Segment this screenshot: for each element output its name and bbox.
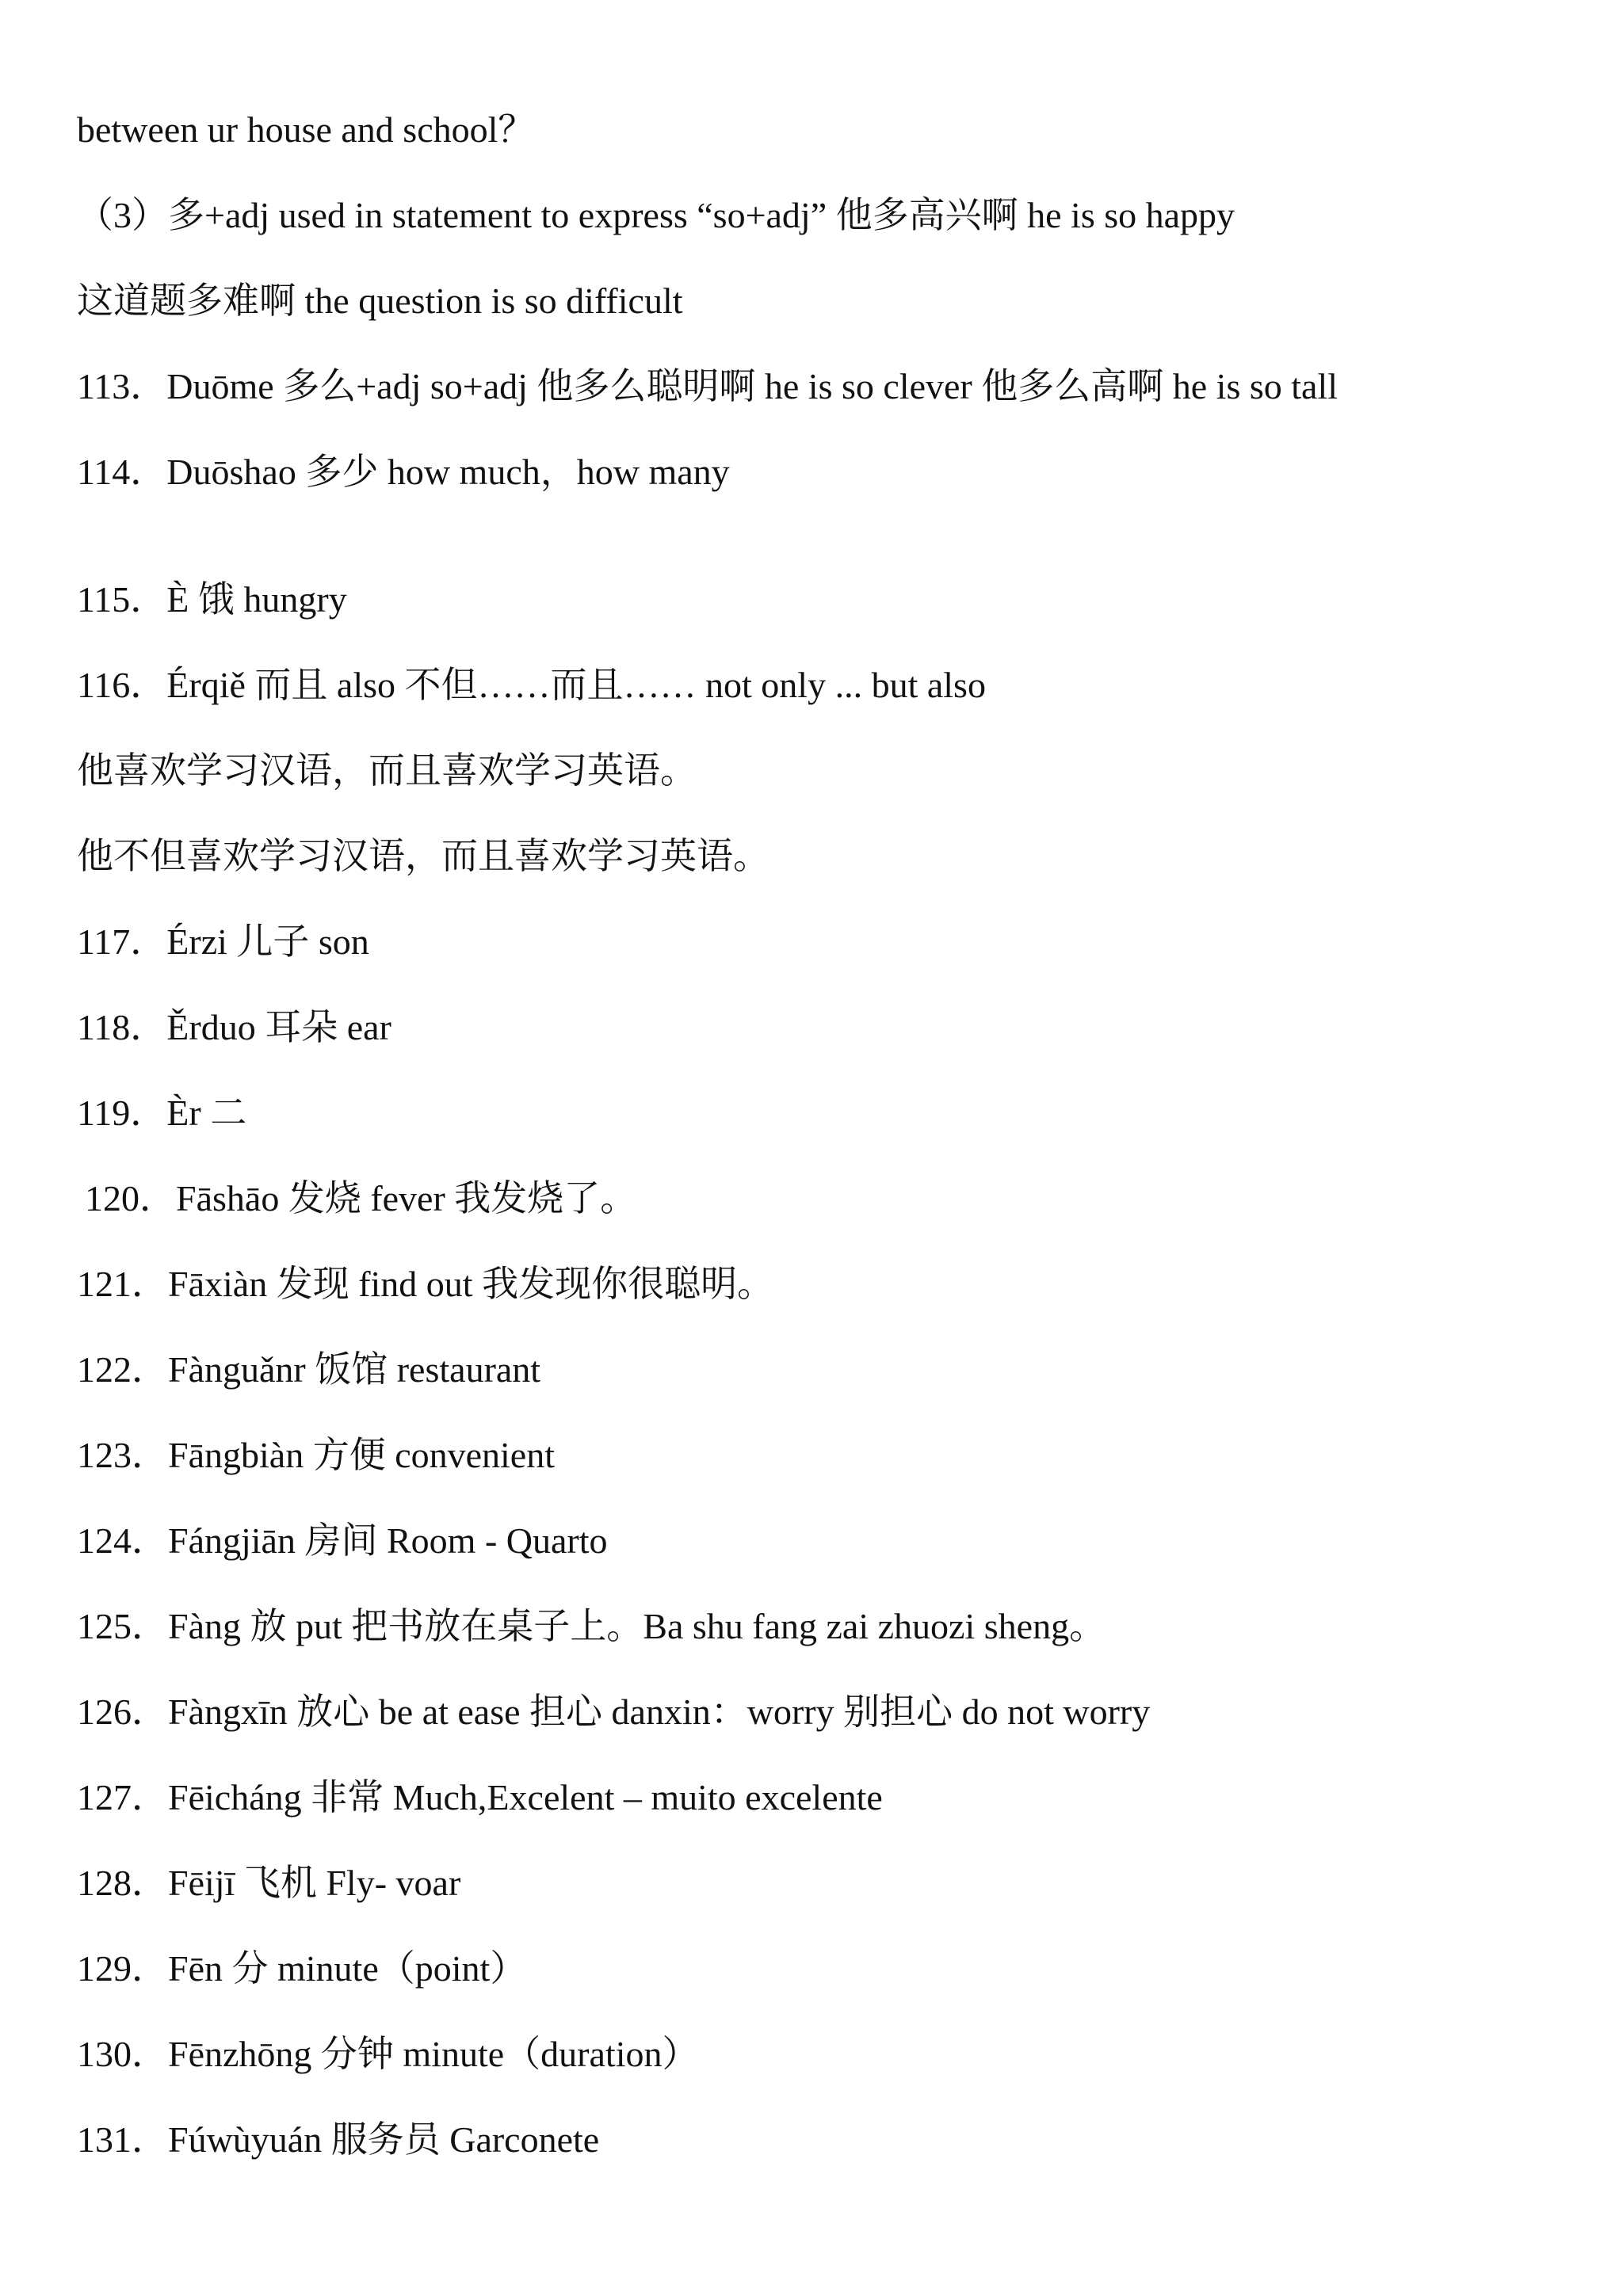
- entry-127-feichang: 127．Fēicháng 非常 Much,Excelent – muito excelente: [77, 1777, 883, 1817]
- entry-114-duoshao: 114．Duōshao 多少 how much，how many: [77, 452, 730, 492]
- entry-113-duome: 113．Duōme 多么+adj so+adj 他多么聪明啊 he is so clever 他多么高啊 he is so tall: [77, 366, 1338, 406]
- example-erqie-1: 他喜欢学习汉语，而且喜欢学习英语。: [77, 750, 697, 791]
- entry-122-fanguanr: 122．Fànguǎnr 饭馆 restaurant: [77, 1349, 541, 1390]
- example-erqie-2: 他不但喜欢学习汉语，而且喜欢学习英语。: [77, 836, 769, 876]
- text-line-question-difficult: 这道题多难啊 the question is so difficult: [77, 280, 683, 321]
- entry-131-fuwuyuan: 131．Fúwùyuán 服务员 Garconete: [77, 2119, 600, 2160]
- text-line-duo-adj-usage: （3）多+adj used in statement to express “so+adj” 他多高兴啊 he is so happy: [77, 195, 1235, 235]
- entry-126-fangxin: 126．Fàngxīn 放心 be at ease 担心 danxin：worry 别担心 do not worry: [77, 1691, 1151, 1732]
- entry-123-fangbian: 123．Fāngbiàn 方便 convenient: [77, 1435, 556, 1475]
- entry-119-er: 119．Èr 二: [77, 1093, 247, 1133]
- entry-124-fangjian: 124．Fángjiān 房间 Room - Quarto: [77, 1520, 608, 1561]
- entry-129-fen: 129．Fēn 分 minute（point）: [77, 1948, 527, 1989]
- entry-121-faxian: 121．Fāxiàn 发现 find out 我发现你很聪明。: [77, 1264, 774, 1304]
- entry-130-fenzhong: 130．Fēnzhōng 分钟 minute（duration）: [77, 2034, 699, 2074]
- entry-120-fashao: 120．Fāshāo 发烧 fever 我发烧了。: [85, 1178, 637, 1219]
- entry-115-e: 115．È 饿 hungry: [77, 579, 347, 620]
- text-line-school-question: between ur house and school？: [77, 109, 535, 150]
- entry-128-feiji: 128．Fēijī 飞机 Fly- voar: [77, 1863, 461, 1903]
- entry-118-erduo: 118．Ěrduo 耳朵 ear: [77, 1007, 391, 1047]
- entry-116-erqie: 116．Érqiě 而且 also 不但……而且…… not only ... but also: [77, 665, 986, 705]
- entry-125-fang: 125．Fàng 放 put 把书放在桌子上。Ba shu fang zai zhuozi sheng。: [77, 1606, 1106, 1646]
- entry-117-erzi: 117．Érzi 儿子 son: [77, 921, 369, 962]
